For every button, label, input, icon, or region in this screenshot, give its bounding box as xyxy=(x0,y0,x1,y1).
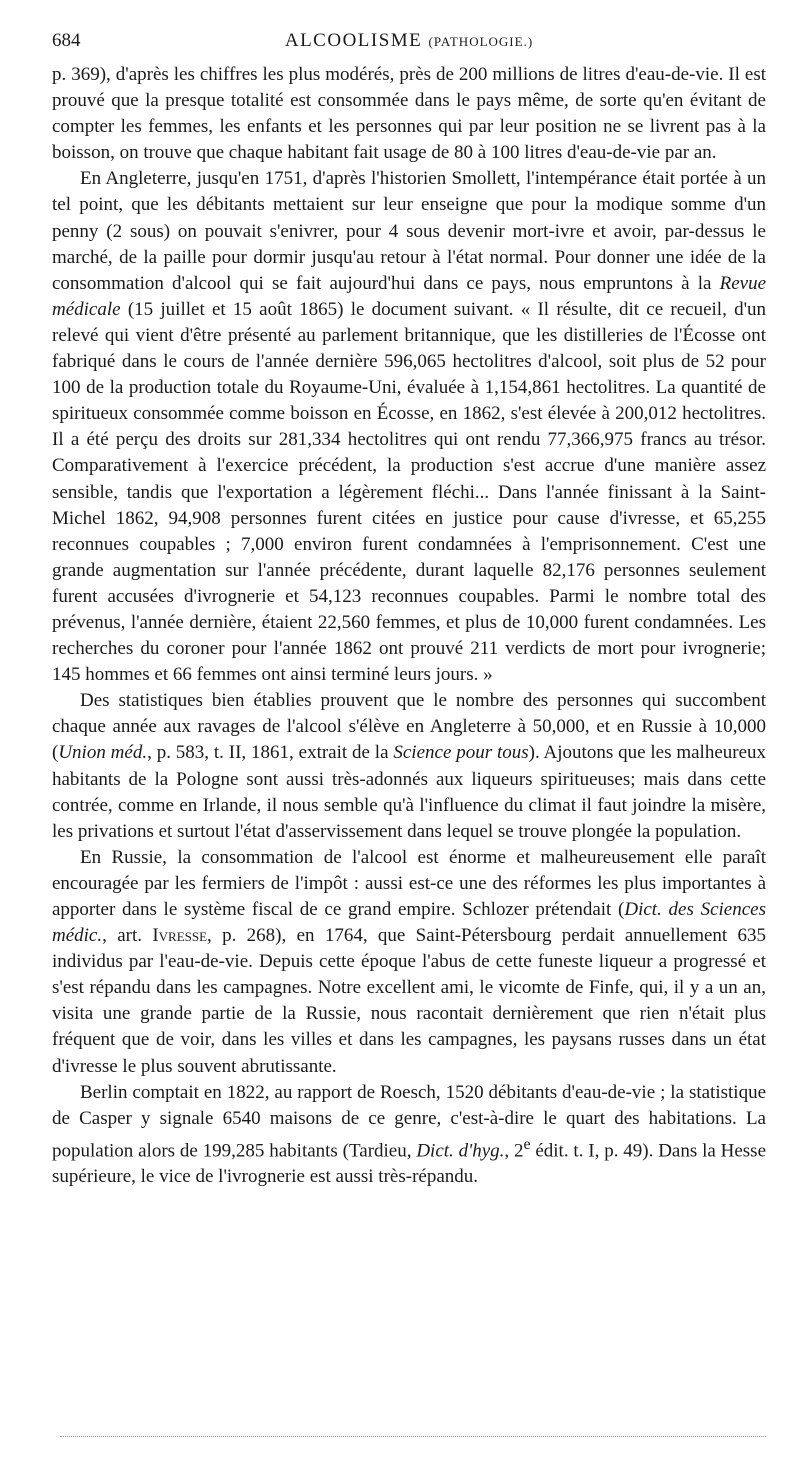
journal-title: Science pour tous xyxy=(393,742,529,764)
text-run: , p. 583, t. II, 1861, extrait de la xyxy=(147,742,394,764)
paragraph-angleterre xyxy=(52,166,766,688)
journal-title: Dict. des Sciences médic. xyxy=(52,899,766,947)
journal-title: Revue médicale xyxy=(52,272,766,320)
paragraph-statistiques xyxy=(52,688,766,845)
text-run: ). Ajoutons que les malheureux habitants de la Pologne sont aussi très-adonnés aux liqueurs spiritueuses; mais dans cette contrée, comme en Irlande, il nous semble qu'à l'influence du climat il faut joindre la misère, les privations et surtout l'état d'asservissement dans lequel se trouve plongée la population. xyxy=(52,742,767,842)
text-run: édit. t. I, p. 49). Dans la Hesse supérieure, le vice de l'ivrognerie est aussi très-répandu. xyxy=(52,1140,766,1188)
running-title-sub: (PATHOLOGIE.) xyxy=(428,34,534,49)
running-title-main: ALCOOLISME xyxy=(284,30,423,51)
text-run: Des statistiques bien établies prouvent que le nombre des personnes qui succombent chaque année aux ravages de l'alcool s'élève en Angleterre à 50,000, et en Russie à 10,000 ( xyxy=(52,690,766,764)
journal-title: Dict. d'hyg. xyxy=(416,1140,505,1162)
text-run: Berlin comptait en 1822, au rapport de Roesch, 1520 débitants d'eau-de-vie ; la statistique de Casper y signale 6540 maisons de ce genre, c'est-à-dire le quart des habitations. La population alors de 199,285 habitants (Tardieu, xyxy=(52,1081,766,1162)
paragraph-berlin xyxy=(52,1080,766,1191)
text-run: En Russie, la consommation de l'alcool est énorme et malheureusement elle paraît encouragée par les fermiers de l'impôt : aussi est-ce une des réformes les plus importantes à apporter dans le système fiscal de ce grand empire. Schlozer prétendait ( xyxy=(52,846,766,920)
text-run: , p. 268), en 1764, que Saint-Pétersbourg perdait annuellement 635 individus par l'eau-de-vie. Depuis cette époque l'abus de cette funeste liqueur a progressé et s'est répandu dans les campagnes. Notre excellent ami, le vicomte de Finfe, qui, il y a un an, visita une grande partie de la Russie, nous racontait dernièrement que rien n'était plus fréquent que de voir, dans les villes et dans les campagnes, les paysans russes dans un état d'ivresse le plus souvent abrutissante. xyxy=(52,925,767,1077)
paragraph-continued xyxy=(52,62,766,166)
text-run: p. 369), d'après les chiffres les plus modérés, près de 200 millions de litres d'eau-de-vie. Il est prouvé que la presque totalité est consommée dans le pays même, de sorte qu'en évitant de compter les femmes, les enfants et les personnes qui par leur position ne se livrent pas à la boisson, on trouve que chaque habitant fait usage de 80 à 100 litres d'eau-de-vie par an. xyxy=(52,64,766,164)
text-run: En Angleterre, jusqu'en 1751, d'après l'historien Smollett, l'intempérance était portée à un tel point, que les débitants mettaient sur leur enseigne que pour la modique somme d'un penny (2 sous) on pouvait s'enivrer, pour 4 sous devenir mort-ivre et avoir, par-dessus le marché, de la paille pour dormir jusqu'au retour à l'état normal. Pour donner une idée de la consommation d'alcool qui se fait aujourd'hui dans ce pays, nous empruntons à la xyxy=(52,168,766,294)
running-title xyxy=(52,30,766,52)
page-number: 684 xyxy=(52,30,81,51)
footer-dotted-rule xyxy=(60,1436,766,1437)
paragraph-russie xyxy=(52,845,766,1080)
journal-title: Union méd. xyxy=(58,742,148,764)
page-header xyxy=(52,30,766,56)
text-run: , 2 xyxy=(504,1140,524,1162)
text-run: (15 juillet et 15 août 1865) le document suivant. « Il résulte, dit ce recueil, d'un relevé qui vient d'être présenté au parlement britannique, que les distilleries de l'Écosse ont fabriqué dans le cours de l'année dernière 596,065 hectolitres d'alcool, soit plus de 52 pour 100 de la production totale du Royaume-Uni, évaluée à 1,154,861 hectolitres. La quantité de spiritueux consommée comme boisson en Écosse, en 1862, s'est élevée à 200,012 hectolitres. Il a été perçu des droits sur 281,334 hectolitres qui ont rendu 77,366,975 francs au trésor. Comparativement à l'exercice précédent, la production s'est accrue d'une manière assez sensible, tandis que l'exportation a légèrement fléchi... Dans l'année finissant à la Saint-Michel 1862, 94,908 personnes furent citées en justice pour cause d'ivresse, et 65,255 reconnues coupables ; 7,000 environ furent condamnées à l'emprisonnement. C'est une grande augmentation sur l'année précédente, durant laquelle 82,176 personnes seulement furent accusées d'ivrognerie et 54,123 reconnues coupables. Parmi le nombre total des prévenus, l'année dernière, étaient 22,560 femmes, et plus de 10,000 furent condamnées. Les recherches du coroner pour l'année 1862 ont prouvé 211 verdicts de mort pour ivrognerie; 145 hommes et 66 femmes ont ainsi terminé leurs jours. » xyxy=(52,298,766,686)
edition-superscript: e xyxy=(523,1135,531,1153)
article-title: Ivresse xyxy=(152,925,208,947)
body-text xyxy=(52,62,766,1190)
text-run: , art. xyxy=(102,925,153,947)
